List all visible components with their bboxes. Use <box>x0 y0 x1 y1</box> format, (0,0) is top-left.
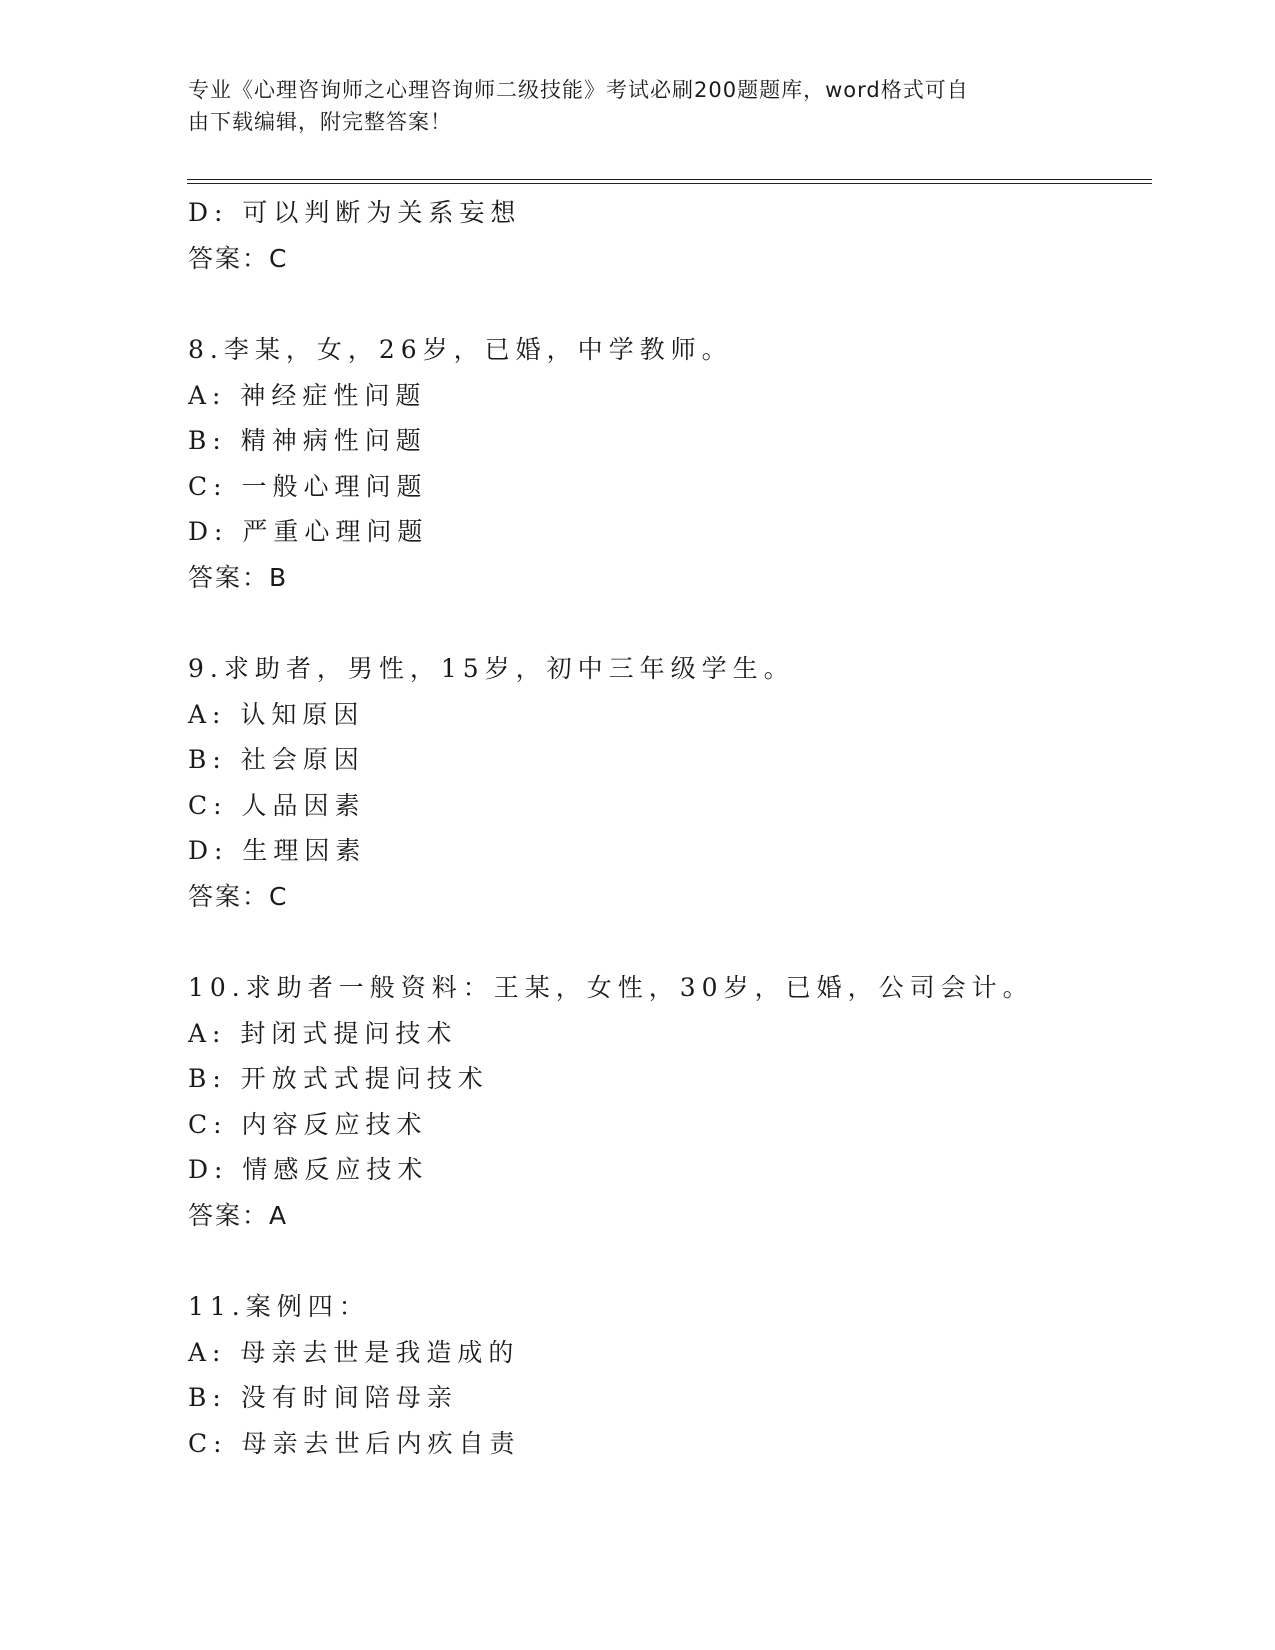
question-9 <box>188 646 1148 919</box>
answer-line: 答案：C <box>188 881 289 911</box>
question-8 <box>188 327 1148 600</box>
spacer <box>188 281 1148 327</box>
question-stem: 9.求助者，男性，15岁，初中三年级学生。 <box>188 654 795 683</box>
option-a: A: 母亲去世是我造成的 <box>188 1337 520 1367</box>
header-divider-bottom <box>187 183 1152 184</box>
question-stem: 8.李某，女，26岁，已婚，中学教师。 <box>188 335 733 364</box>
question-10 <box>188 965 1148 1238</box>
answer-line: 答案：B <box>188 562 289 592</box>
answer-line: 答案：A <box>188 1200 289 1230</box>
previous-question-tail <box>188 190 1148 281</box>
question-11 <box>188 1284 1148 1466</box>
spacer <box>188 919 1148 965</box>
option-a: A: 神经症性问题 <box>188 380 427 410</box>
option-d: D: 情感反应技术 <box>188 1155 429 1184</box>
option-c: C: 人品因素 <box>188 790 366 820</box>
header-line-2: 由下载编辑，附完整答案！ <box>188 110 452 134</box>
document-header <box>188 74 1068 138</box>
spacer <box>188 1238 1148 1284</box>
option-b: B: 开放式式提问技术 <box>188 1064 489 1093</box>
option-a: A: 封闭式提问技术 <box>188 1018 458 1048</box>
option-d: D: 严重心理问题 <box>188 517 429 546</box>
question-stem: 10.求助者一般资料：王某，女性，30岁，已婚，公司会计。 <box>188 973 1034 1002</box>
option-b: B: 精神病性问题 <box>188 426 427 455</box>
option-d: D: 生理因素 <box>188 836 367 865</box>
option-a: A: 认知原因 <box>188 699 365 729</box>
answer-line: 答案：C <box>188 243 289 273</box>
option-c: C: 内容反应技术 <box>188 1109 428 1139</box>
option-d: D: 可以判断为关系妄想 <box>188 198 522 227</box>
option-b: B: 社会原因 <box>188 745 365 774</box>
question-stem: 11.案例四： <box>188 1292 370 1321</box>
question-list <box>188 190 1148 1466</box>
spacer <box>188 600 1148 646</box>
header-divider-top <box>187 179 1152 180</box>
option-c: C: 一般心理问题 <box>188 471 428 501</box>
option-b: B: 没有时间陪母亲 <box>188 1383 458 1412</box>
option-c: C: 母亲去世后内疚自责 <box>188 1428 521 1458</box>
header-line-1: 专业《心理咨询师之心理咨询师二级技能》考试必刷200题题库，word格式可自 <box>188 78 969 102</box>
